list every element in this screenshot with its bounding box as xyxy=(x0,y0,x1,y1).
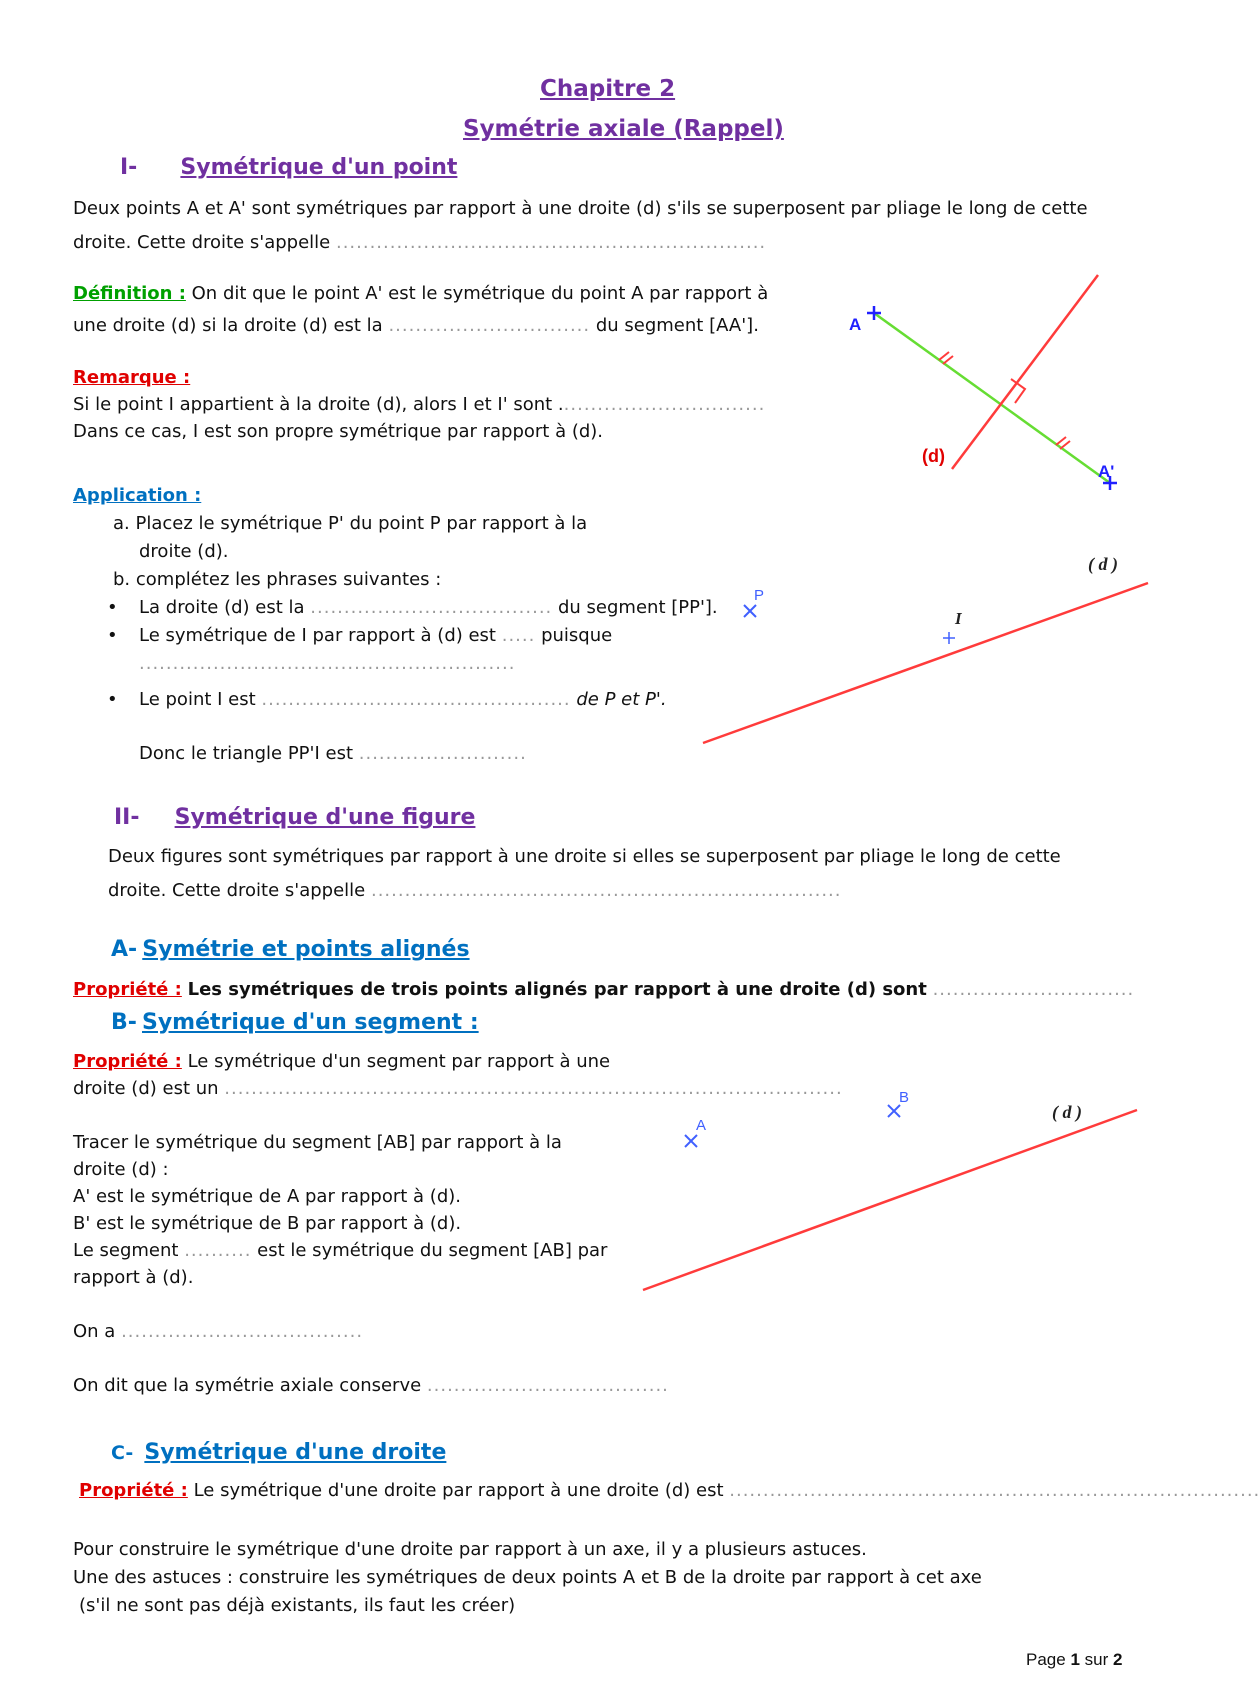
subsection-c-letter: C- xyxy=(111,1442,134,1464)
label-d: (d) xyxy=(922,446,945,466)
bullet-2b: puisque xyxy=(541,625,613,646)
trace-text-4: B' est le symétrique de B par rapport à (d). xyxy=(73,1213,462,1234)
label-d: ( d ) xyxy=(1088,554,1118,574)
page-sur: sur xyxy=(1084,1650,1109,1669)
page-number xyxy=(1026,1650,1122,1670)
subsection-b-letter: B- xyxy=(111,1010,137,1035)
trace-text-1: Tracer le symétrique du segment [AB] par rapport à la xyxy=(73,1132,562,1153)
subsection-c-heading xyxy=(111,1440,446,1465)
section-1-title: Symétrique d'un point xyxy=(180,155,458,180)
item-a-marker: a. xyxy=(113,513,130,534)
subsection-b-heading xyxy=(111,1010,479,1035)
blank-dots: ............................................................................................ xyxy=(224,1078,843,1099)
blank-dots: ......................... xyxy=(358,743,527,764)
label-a: A xyxy=(849,315,862,334)
section-1-heading xyxy=(120,155,457,180)
application-block xyxy=(73,482,718,768)
trace-text-5b: est le symétrique du segment [AB] par xyxy=(257,1240,608,1261)
item-a-text-1: Placez le symétrique P' du point P par rapport à la xyxy=(135,513,588,534)
bullet-1a: La droite (d) est la xyxy=(139,597,305,618)
section-1-intro xyxy=(73,192,1088,260)
propriete-c-text: Le symétrique d'une droite par rapport à une droite (d) est xyxy=(193,1480,724,1501)
subsection-a-title: Symétrie et points alignés xyxy=(142,937,470,962)
blank-dots: .............................................. xyxy=(261,689,571,710)
segment-aa-prime xyxy=(874,313,1110,483)
donc-text: Donc le triangle PP'I est xyxy=(139,743,354,764)
trace-text-6: rapport à (d). xyxy=(73,1267,194,1288)
point-i-cross xyxy=(943,632,955,644)
propriete-a-text: Les symétriques de trois points alignés par rapport à une droite (d) sont xyxy=(187,979,927,1000)
application-label: Application : xyxy=(73,485,202,506)
bullet-2a: Le symétrique de I par rapport à (d) est xyxy=(139,625,496,646)
page-current: 1 xyxy=(1070,1650,1080,1669)
item-a-text-2: droite (d). xyxy=(139,541,229,562)
page-label: Page xyxy=(1026,1650,1066,1669)
blank-dots: ...................................................................... xyxy=(370,880,842,901)
label-p: P xyxy=(754,587,765,604)
line-d xyxy=(952,275,1098,469)
blank-dots: .................................... xyxy=(426,1375,669,1396)
subsection-b-title: Symétrique d'un segment : xyxy=(142,1010,479,1035)
remarque-block xyxy=(73,364,765,445)
remarque-text-1: Si le point I appartient à la droite (d), alors I et I' sont . xyxy=(73,394,564,415)
blank-dots: .............................. xyxy=(388,315,591,336)
label-d: ( d ) xyxy=(1052,1102,1082,1122)
propriete-label: Propriété : xyxy=(73,979,182,1000)
trace-text-5a: Le segment xyxy=(73,1240,179,1261)
label-b: B xyxy=(899,1089,910,1106)
c-paragraph-1: Pour construire le symétrique d'une droite par rapport à un axe, il y a plusieurs astuces. xyxy=(73,1539,867,1560)
intro-line-1: Deux figures sont symétriques par rapport à une droite si elles se superposent par pliage le long de cette xyxy=(108,846,1061,867)
intro-line-2-text: droite. Cette droite s'appelle xyxy=(73,232,331,253)
label-a-prime: A' xyxy=(1098,462,1115,481)
bullet-1 xyxy=(103,594,718,622)
remarque-label: Remarque : xyxy=(73,367,191,388)
definition-label: Définition : xyxy=(73,283,186,304)
label-i: I xyxy=(955,609,962,628)
bullet-3a: Le point I est xyxy=(139,689,256,710)
item-b-text: complétez les phrases suivantes : xyxy=(135,569,442,590)
point-p-cross xyxy=(744,605,756,617)
bullet-3b: de P et P'. xyxy=(576,689,667,710)
conserve-text: On dit que la symétrie axiale conserve xyxy=(73,1375,422,1396)
blank-dots: .......... xyxy=(184,1240,252,1261)
blank-dots: .................................... xyxy=(121,1321,364,1342)
section-2-heading xyxy=(114,805,475,830)
subsection-c-body xyxy=(73,1536,982,1620)
tick-mark xyxy=(939,352,949,360)
blank-dots: ............................................................................... xyxy=(729,1480,1260,1501)
trace-text-3: A' est le symétrique de A par rapport à (d). xyxy=(73,1186,461,1207)
trace-text-2: droite (d) : xyxy=(73,1159,169,1180)
tick-mark xyxy=(1060,441,1070,449)
remarque-text-2: Dans ce cas, I est son propre symétrique par rapport à (d). xyxy=(73,421,604,442)
definition-text-2b: du segment [AA']. xyxy=(595,315,759,336)
subsection-a-heading xyxy=(111,937,470,962)
subsection-c-property xyxy=(79,1478,1260,1504)
c-paragraph-2: Une des astuces : construire les symétriques de deux points A et B de la droite par rapport à cet axe xyxy=(73,1567,982,1588)
propriete-label: Propriété : xyxy=(73,1051,182,1072)
chapter-title: Chapitre 2 xyxy=(540,76,676,102)
bullet-3 xyxy=(103,686,718,714)
propriete-label: Propriété : xyxy=(79,1480,188,1501)
figure-application xyxy=(690,550,1160,750)
blank-dots: .............................. xyxy=(563,394,766,415)
intro-line-2-text: droite. Cette droite s'appelle xyxy=(108,880,366,901)
definition-text-2a: une droite (d) si la droite (d) est la xyxy=(73,315,383,336)
figure-symmetry-point xyxy=(840,260,1120,500)
propriete-b-text-1: Le symétrique d'un segment par rapport à une xyxy=(187,1051,611,1072)
blank-dots: .................................... xyxy=(310,597,553,618)
figure-segment xyxy=(640,1085,1150,1300)
line-d xyxy=(643,1110,1137,1290)
c-paragraph-3: (s'il ne sont pas déjà existants, ils faut les créer) xyxy=(79,1595,516,1616)
page-total: 2 xyxy=(1113,1650,1123,1669)
blank-dots: .............................. xyxy=(932,979,1135,1000)
point-b-cross xyxy=(888,1105,900,1117)
on-a-text: On a xyxy=(73,1321,116,1342)
blank-dots: ................................................................ xyxy=(335,232,767,253)
subsection-a-property xyxy=(73,977,1134,1003)
bullet-1b: du segment [PP']. xyxy=(558,597,718,618)
section-1-number: I- xyxy=(120,155,138,180)
bullet-2-line-2 xyxy=(103,650,718,678)
chapter-subtitle: Symétrie axiale (Rappel) xyxy=(463,116,784,142)
label-a: A xyxy=(696,1117,707,1134)
section-2-number: II- xyxy=(114,805,140,830)
blank-dots: ........................................................ xyxy=(139,653,516,674)
item-b-marker: b. xyxy=(113,569,131,590)
point-a-cross xyxy=(685,1135,697,1147)
propriete-b-text-2: droite (d) est un xyxy=(73,1078,219,1099)
definition-block xyxy=(73,278,768,342)
section-2-title: Symétrique d'une figure xyxy=(174,805,476,830)
section-2-intro xyxy=(108,840,1061,908)
tick-mark xyxy=(1056,437,1066,445)
blank-dots: ..... xyxy=(501,625,536,646)
intro-line-2 xyxy=(73,226,1088,260)
line-d xyxy=(703,583,1148,743)
definition-text-1: On dit que le point A' est le symétrique du point A par rapport à xyxy=(191,283,769,304)
intro-line-1: Deux points A et A' sont symétriques par rapport à une droite (d) s'ils se superposent par pliage le long de cette xyxy=(73,198,1088,219)
tick-mark xyxy=(943,356,953,364)
subsection-a-letter: A- xyxy=(111,937,138,962)
bullet-2 xyxy=(103,622,718,650)
subsection-c-title: Symétrique d'une droite xyxy=(144,1440,447,1465)
